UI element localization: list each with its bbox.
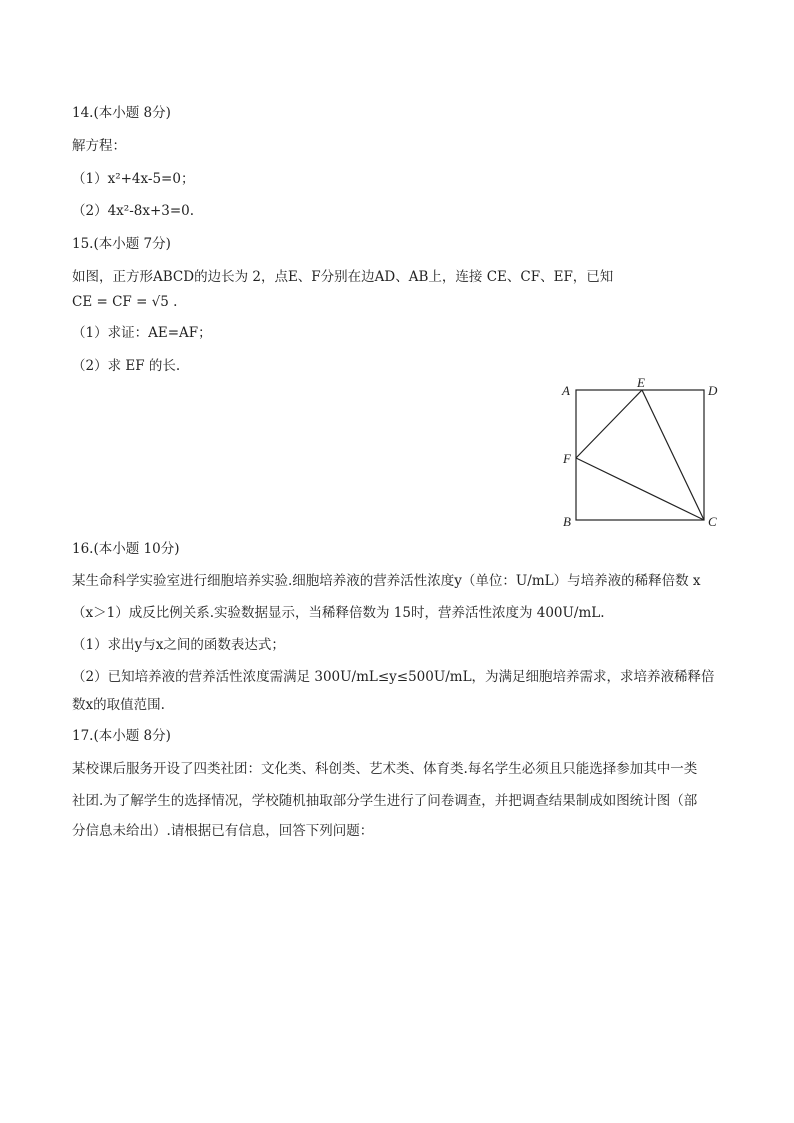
- q17-header: 17.(本小题 8分): [72, 728, 171, 744]
- segment-cf: [576, 458, 704, 520]
- q17-statement-3: 分信息未给出）.请根据已有信息，回答下列问题：: [72, 823, 374, 839]
- q17-statement-2: 社团.为了解学生的选择情况，学校随机抽取部分学生进行了问卷调查，并把调查结果制成如图统计图（部: [72, 793, 698, 809]
- q16-statement-1: 某生命科学实验室进行细胞培养实验.细胞培养液的营养活性浓度y（单位：U/mL）与培养液的稀释倍数 x: [72, 573, 701, 589]
- q15-header: 15.(本小题 7分): [72, 236, 171, 252]
- q16-statement-2: （x＞1）成反比例关系.实验数据显示，当稀释倍数为 15时，营养活性浓度为 400U/mL.: [72, 605, 605, 621]
- label-d: D: [708, 383, 718, 398]
- q15-item1: （1）求证：AE=AF；: [72, 325, 212, 341]
- q15-statement: 如图，正方形ABCD的边长为 2，点E、F分别在边AD、AB上，连接 CE、CF、EF，已知: [72, 269, 614, 285]
- q17-statement-1: 某校课后服务开设了四类社团：文化类、科创类、艺术类、体育类.每名学生必须且只能选择参加其中一类: [72, 761, 698, 777]
- q14-prompt: 解方程：: [72, 138, 126, 154]
- label-e: E: [637, 375, 645, 390]
- square-abcd-figure: [556, 374, 726, 534]
- q16-item2-line1: （2）已知培养液的营养活性浓度需满足 300U/mL≤y≤500U/mL，为满足细胞培养需求，求培养液稀释倍: [72, 669, 715, 685]
- segment-ef: [576, 390, 642, 458]
- label-b: B: [563, 514, 571, 529]
- label-f: F: [563, 451, 571, 466]
- q14-item2: （2）4x²-8x+3=0.: [72, 203, 195, 219]
- q15-item2: （2）求 EF 的长.: [72, 358, 181, 374]
- label-c: C: [708, 514, 717, 529]
- q16-item2-line2: 数x的取值范围.: [72, 697, 165, 713]
- label-a: A: [562, 383, 570, 398]
- square-outline: [576, 390, 704, 520]
- q14-item1: （1）x²+4x-5=0；: [72, 171, 195, 187]
- q16-item1: （1）求出y与x之间的函数表达式；: [72, 637, 285, 653]
- segment-ce: [642, 390, 704, 520]
- q14-header: 14.(本小题 8分): [72, 105, 171, 121]
- q16-header: 16.(本小题 10分): [72, 541, 180, 557]
- q15-given-equation: CE = CF = √5 .: [72, 294, 178, 310]
